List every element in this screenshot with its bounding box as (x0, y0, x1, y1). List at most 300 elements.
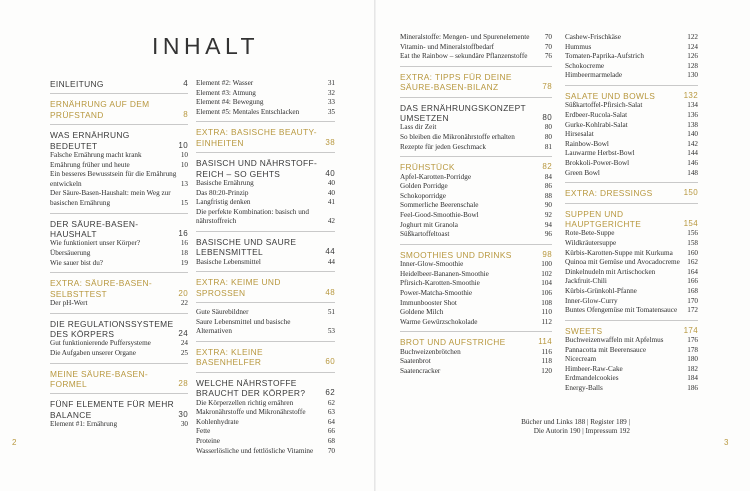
toc-section[interactable] (196, 277, 335, 298)
toc-entry[interactable] (400, 230, 552, 240)
toc-entry[interactable] (565, 101, 698, 111)
toc-label: BASISCHE UND SAURE LEBENSMITTEL (196, 236, 297, 258)
toc-entry[interactable] (400, 308, 552, 318)
toc-entry[interactable] (400, 123, 552, 133)
toc-section[interactable] (50, 278, 188, 299)
toc-entry[interactable] (50, 239, 188, 249)
toc-entry[interactable] (400, 260, 552, 270)
toc-entry[interactable] (400, 299, 552, 309)
toc-label: Ernährung früher und heute (50, 160, 130, 169)
toc-entry[interactable] (565, 111, 698, 121)
toc-section[interactable] (196, 378, 335, 399)
toc-entry[interactable] (196, 108, 335, 118)
toc-label-text: DRESSINGS (600, 188, 653, 199)
toc-page-number: 96 (544, 230, 552, 239)
toc-label: Pannacotta mit Beerensauce (565, 345, 647, 354)
toc-page-number: 118 (541, 357, 552, 366)
toc-label: Hummus (565, 42, 592, 51)
toc-page-number: 150 (683, 188, 698, 198)
toc-label-text: KLEINE BASENHELFER (196, 346, 263, 368)
section-divider (565, 203, 698, 204)
toc-page-number: 32 (327, 88, 335, 97)
toc-page-number: 10 (180, 160, 188, 169)
toc-label: DER SÄURE-BASEN-HAUSHALT (50, 218, 139, 239)
toc-label: Buchweizenwaffeln mit Apfelmus (565, 336, 664, 345)
toc-label: Übersäuerung (50, 249, 91, 257)
toc-entry[interactable] (400, 173, 552, 183)
toc-section[interactable] (565, 326, 698, 336)
toc-page-number: 53 (327, 327, 335, 336)
toc-label-prefix: EXTRA: (400, 71, 433, 82)
toc-entry[interactable] (50, 249, 188, 259)
toc-entry[interactable] (400, 133, 552, 143)
toc-label-prefix: EXTRA: (565, 188, 598, 199)
toc-entry[interactable] (50, 170, 188, 189)
toc-column-3 (400, 33, 552, 377)
toc-section[interactable] (50, 369, 188, 390)
toc-page-number: 41 (327, 198, 335, 207)
toc-label: Nicecream (565, 355, 597, 364)
toc-label: Der Säure-Basen-Haushalt: mein Weg zur basischen Ernährung (50, 189, 171, 207)
section-divider (565, 182, 698, 183)
toc-page-number: 126 (687, 52, 698, 61)
toc-entry[interactable] (565, 33, 698, 43)
toc-entry[interactable] (565, 277, 698, 287)
toc-entry[interactable] (565, 149, 698, 159)
toc-label: Mineralstoffe: Mengen- und Spurenelemente (400, 33, 530, 41)
toc-entry[interactable] (50, 189, 188, 208)
toc-entry[interactable] (565, 169, 698, 179)
toc-page-number: 94 (544, 220, 552, 229)
toc-page-number: 80 (544, 133, 552, 141)
toc-page-number: 24 (178, 329, 188, 338)
section-divider (400, 156, 552, 157)
section-divider (196, 231, 335, 232)
toc-entry[interactable] (196, 308, 335, 318)
toc-page-number: 128 (687, 61, 698, 70)
toc-page-number: 40 (327, 188, 335, 197)
toc-entry[interactable] (565, 336, 698, 346)
toc-page-number: 30 (180, 420, 188, 429)
toc-entry[interactable] (400, 270, 552, 280)
toc-page-number: 70 (327, 446, 335, 455)
toc-label-prefix: EXTRA: (196, 346, 229, 357)
toc-label: SMOOTHIES UND DRINKS (400, 249, 512, 260)
toc-label: Buchweizenbrötchen (400, 347, 461, 356)
toc-page-number: 144 (687, 149, 698, 158)
toc-page-number: 154 (683, 218, 698, 228)
toc-entry[interactable] (565, 43, 698, 53)
toc-page-number: 16 (180, 239, 188, 248)
toc-entry[interactable] (50, 161, 188, 171)
toc-page-number: 106 (541, 288, 552, 297)
toc-page-number: 120 (541, 366, 552, 375)
toc-page-number: 40 (327, 179, 335, 187)
toc-label: Gurke-Kohlrabi-Salat (565, 120, 628, 129)
section-divider (50, 213, 188, 214)
toc-entry[interactable] (196, 79, 335, 89)
toc-label: WAS ERNÄHRUNG BEDEUTET (50, 130, 130, 151)
toc-entry[interactable] (565, 374, 698, 384)
toc-section[interactable] (50, 79, 188, 89)
toc-page-number: 8 (183, 109, 188, 119)
toc-section[interactable] (400, 337, 552, 347)
toc-label: BASISCH UND NÄHRSTOFF-REICH – SO GEHTS (196, 158, 318, 179)
toc-label: Heidelbeer-Bananen-Smoothie (400, 269, 489, 278)
toc-section[interactable] (565, 91, 698, 101)
toc-page-number: 51 (327, 308, 335, 317)
toc-label: Der pH-Wert (50, 299, 88, 307)
toc-page-number: 42 (327, 217, 335, 226)
section-divider (50, 363, 188, 364)
toc-label: Wasserlösliche und fettlösliche Vitamine (196, 446, 314, 455)
toc-label: Erdbeer-Rucola-Salat (565, 110, 628, 119)
toc-page-number: 166 (687, 277, 698, 286)
toc-page-number: 98 (542, 249, 552, 259)
toc-label-text: KEIME UND SPROSSEN (196, 277, 281, 298)
section-divider (196, 341, 335, 342)
toc-entry[interactable] (50, 151, 188, 161)
toc-page-number: 10 (178, 140, 188, 150)
section-divider (196, 121, 335, 122)
toc-label: Rote-Bete-Suppe (565, 229, 615, 238)
toc-entry[interactable] (565, 355, 698, 365)
toc-page-number: 4 (183, 79, 188, 88)
toc-page-number: 136 (687, 110, 698, 119)
toc-entry[interactable] (565, 287, 698, 297)
toc-entry[interactable] (196, 447, 335, 457)
toc-page-number: 92 (544, 210, 552, 219)
toc-label (400, 72, 542, 93)
toc-label: SUPPEN UND HAUPTGERICHTE (565, 208, 642, 229)
toc-page-number: 86 (544, 182, 552, 191)
toc-section[interactable] (50, 399, 188, 420)
section-divider (565, 320, 698, 321)
toc-section[interactable] (196, 158, 335, 179)
toc-page-number: 15 (180, 199, 188, 207)
section-divider (196, 302, 335, 303)
toc-page-number: 138 (687, 120, 698, 129)
toc-entry[interactable] (400, 289, 552, 299)
toc-entry[interactable] (400, 182, 552, 192)
toc-page-number: 134 (687, 101, 698, 110)
toc-label: FÜNF ELEMENTE FÜR MEHR BALANCE (50, 399, 175, 420)
toc-label: Dinkelnudeln mit Artischocken (565, 267, 656, 276)
toc-label: DIE REGULATIONSSYSTEME DES KÖRPERS (50, 318, 174, 339)
toc-entry[interactable] (565, 365, 698, 375)
toc-entry[interactable] (565, 130, 698, 140)
toc-entry[interactable] (565, 140, 698, 150)
toc-entry[interactable] (196, 418, 335, 428)
toc-page-number: 142 (687, 139, 698, 148)
toc-page-number: 70 (544, 42, 552, 51)
toc-page-number: 30 (178, 409, 188, 419)
toc-label: Tomaten-Paprika-Aufstrich (565, 52, 644, 61)
toc-label: Buntes Ofengemüse mit Tomatensauce (565, 306, 678, 315)
toc-entry[interactable] (196, 318, 335, 337)
toc-page-number: 70 (544, 33, 552, 41)
toc-footer (470, 418, 630, 437)
toc-page-number: 16 (178, 229, 188, 238)
toc-entry[interactable] (565, 121, 698, 131)
toc-page-number: 82 (542, 162, 552, 172)
toc-entry[interactable] (565, 268, 698, 278)
toc-page-number: 13 (180, 179, 188, 188)
toc-section[interactable] (50, 99, 188, 120)
toc-entry[interactable] (565, 297, 698, 307)
toc-page-number: 10 (180, 151, 188, 160)
toc-label: Gut funktionierende Puffersysteme (50, 339, 151, 348)
toc-page-number: 178 (687, 345, 698, 354)
toc-page-number: 100 (541, 260, 552, 269)
toc-label: Himbeermarmelade (565, 71, 623, 80)
toc-label: Schokoporridge (400, 191, 446, 200)
toc-label: Element #2: Wasser (196, 79, 254, 87)
toc-page-number: 186 (687, 384, 698, 393)
section-divider (50, 313, 188, 314)
toc-page-number: 168 (687, 286, 698, 295)
toc-label (50, 278, 178, 299)
toc-entry[interactable] (196, 89, 335, 99)
toc-page-number: 31 (327, 79, 335, 87)
page-number-right: 3 (724, 438, 729, 447)
toc-label: Basische Lebensmittel (196, 257, 261, 266)
toc-page-number: 66 (327, 427, 335, 436)
toc-entry[interactable] (400, 52, 552, 62)
toc-entry[interactable] (400, 43, 552, 53)
page-number-left: 2 (12, 438, 17, 447)
toc-section[interactable] (196, 347, 335, 368)
toc-entry[interactable] (565, 159, 698, 169)
toc-entry[interactable] (400, 201, 552, 211)
toc-label: Saatenbrot (400, 357, 431, 366)
toc-page-number: 114 (538, 337, 552, 347)
toc-label: Eat the Rainbow – sekundäre Pflanzenstoffe (400, 52, 528, 61)
toc-page-number: 80 (544, 123, 552, 132)
toc-entry[interactable] (400, 367, 552, 377)
toc-label: Kürbis-Grünkohl-Pfanne (565, 286, 637, 295)
toc-page-number: 38 (325, 137, 335, 147)
toc-label: Fette (196, 427, 211, 436)
toc-page-number: 33 (327, 98, 335, 107)
section-divider (50, 93, 188, 94)
toc-section[interactable] (50, 130, 188, 151)
toc-entry[interactable] (565, 258, 698, 268)
toc-page-number: 160 (687, 248, 698, 257)
toc-page-number: 62 (325, 388, 335, 398)
toc-entry[interactable] (400, 143, 552, 153)
toc-label: FRÜHSTÜCK (400, 162, 455, 173)
toc-entry[interactable] (565, 229, 698, 239)
section-divider (400, 97, 552, 98)
toc-page-number: 20 (178, 288, 188, 298)
toc-page-number: 76 (544, 52, 552, 61)
toc-label: Kohlenhydrate (196, 417, 239, 426)
toc-column-2 (196, 79, 335, 456)
toc-page-number: 158 (687, 238, 698, 247)
toc-column-1 (50, 79, 188, 430)
toc-page-number: 64 (327, 417, 335, 426)
toc-page-number: 130 (687, 71, 698, 80)
section-divider (196, 152, 335, 153)
toc-page-number: 44 (327, 257, 335, 266)
toc-page-number: 28 (178, 379, 188, 388)
toc-entry[interactable] (400, 348, 552, 358)
toc-entry[interactable] (50, 339, 188, 349)
toc-entry[interactable] (196, 208, 335, 227)
toc-label: Süßkartoffel-Pfirsich-Salat (565, 101, 643, 110)
toc-label: Power-Matcha-Smoothie (400, 288, 473, 297)
toc-label: Element #5: Mentales Entschlacken (196, 107, 300, 116)
toc-section[interactable] (565, 188, 698, 198)
toc-page-number: 164 (687, 267, 698, 276)
toc-entry[interactable] (196, 179, 335, 189)
toc-page-number: 68 (327, 436, 335, 445)
toc-page-number: 170 (687, 296, 698, 305)
toc-label (196, 277, 325, 298)
toc-page-number: 108 (541, 298, 552, 307)
toc-label: Süßkartoffeltoast (400, 230, 450, 239)
toc-label: ERNÄHRUNG AUF DEM PRÜFSTAND (50, 99, 150, 120)
toc-label: Ein besseres Bewusstsein für die Ernährung entwickeln (50, 170, 177, 188)
toc-page-number: 180 (687, 355, 698, 364)
toc-page-number: 122 (687, 33, 698, 41)
toc-entry[interactable] (400, 192, 552, 202)
toc-label: Das 80:20-Prinzip (196, 188, 249, 197)
toc-page-number: 182 (687, 364, 698, 373)
toc-label: Inner-Glow-Smoothie (400, 260, 464, 269)
section-divider (400, 66, 552, 67)
toc-label: Element #1: Ernährung (50, 420, 118, 429)
toc-entry[interactable] (565, 346, 698, 356)
toc-section[interactable] (400, 103, 552, 124)
toc-section[interactable] (196, 127, 335, 148)
toc-label: Rainbow-Bowl (565, 139, 609, 148)
toc-label (565, 188, 684, 198)
toc-page-number: 148 (687, 168, 698, 177)
toc-page-number: 78 (542, 82, 552, 92)
toc-label: Makronährstoffe und Mikronährstoffe (196, 408, 306, 417)
toc-page-number: 24 (180, 339, 188, 348)
toc-entry[interactable] (196, 98, 335, 108)
toc-page-number: 81 (544, 142, 552, 151)
toc-page-number: 146 (687, 158, 698, 167)
toc-entry[interactable] (50, 299, 188, 309)
toc-label: Warme Gewürzschokolade (400, 317, 478, 326)
toc-entry[interactable] (50, 420, 188, 430)
toc-label: Langfristig denken (196, 198, 251, 207)
toc-label: Brokkoli-Power-Bowl (565, 158, 630, 167)
toc-entry[interactable] (400, 211, 552, 221)
toc-entry[interactable] (565, 384, 698, 394)
toc-label-text: SÄURE-BASEN-SELBSTTEST (50, 278, 153, 299)
toc-entry[interactable] (196, 189, 335, 199)
toc-label: Proteine (196, 436, 220, 445)
toc-page-number: 84 (544, 172, 552, 181)
toc-label: Wie funktioniert unser Körper? (50, 239, 141, 248)
toc-label: SALATE UND BOWLS (565, 90, 656, 101)
toc-label: Lass dir Zeit (400, 123, 437, 132)
toc-entry[interactable] (196, 437, 335, 447)
toc-section[interactable] (50, 219, 188, 240)
toc-entry[interactable] (400, 357, 552, 367)
toc-label: Himbeer-Raw-Cake (565, 364, 623, 373)
toc-entry[interactable] (565, 306, 698, 316)
toc-label: Green Bowl (565, 168, 600, 177)
section-divider (400, 331, 552, 332)
toc-entry[interactable] (196, 408, 335, 418)
toc-entry[interactable] (196, 198, 335, 208)
toc-entry[interactable] (400, 279, 552, 289)
toc-label: Pfirsich-Karotten-Smoothie (400, 279, 480, 288)
toc-section[interactable] (400, 72, 552, 93)
toc-entry[interactable] (196, 258, 335, 268)
toc-label: Lauwarme Herbst-Bowl (565, 149, 635, 158)
toc-label (196, 127, 325, 148)
toc-page-number: 63 (327, 408, 335, 417)
toc-label: Basische Ernährung (196, 179, 254, 187)
toc-entry[interactable] (565, 239, 698, 249)
toc-entry[interactable] (565, 249, 698, 259)
toc-label: Apfel-Karotten-Porridge (400, 172, 472, 181)
toc-page-number: 140 (687, 130, 698, 139)
toc-page-number: 172 (687, 306, 698, 315)
section-divider (196, 372, 335, 373)
toc-label-text: BASISCHE BEAUTY-EINHEITEN (196, 127, 317, 148)
toc-page-number: 112 (541, 317, 552, 326)
toc-label: Joghurt mit Granola (400, 220, 458, 229)
toc-entry[interactable] (196, 399, 335, 409)
toc-entry[interactable] (400, 33, 552, 43)
toc-page-number: 116 (541, 347, 552, 356)
toc-label-prefix: EXTRA: (196, 127, 229, 138)
section-divider (196, 271, 335, 272)
toc-page-number: 22 (180, 299, 188, 307)
toc-label (196, 347, 325, 368)
toc-label: Sommerliche Beerenschale (400, 201, 479, 210)
toc-label: EINLEITUNG (50, 79, 104, 89)
toc-label: Quinoa mit Gemüse und Avocadocreme (565, 258, 680, 267)
toc-entry[interactable] (196, 427, 335, 437)
toc-label: Hirsesalat (565, 130, 594, 139)
toc-section[interactable] (400, 250, 552, 260)
toc-label-text: TIPPS FÜR DEINE SÄURE-BASEN-BILANZ (400, 71, 512, 93)
toc-label: Falsche Ernährung macht krank (50, 151, 142, 160)
toc-label: Immunbooster Shot (400, 298, 457, 307)
toc-label: Energy-Balls (565, 384, 603, 393)
toc-entry[interactable] (50, 349, 188, 359)
toc-entry[interactable] (400, 318, 552, 328)
toc-page-number: 48 (325, 287, 335, 297)
toc-section[interactable] (565, 209, 698, 230)
toc-page-number: 162 (687, 258, 698, 267)
toc-label: DAS ERNÄHRUNGSKONZEPT UMSETZEN (400, 102, 526, 123)
toc-entry[interactable] (400, 221, 552, 231)
section-divider (565, 85, 698, 86)
toc-entry[interactable] (565, 52, 698, 62)
toc-page-number: 35 (327, 107, 335, 116)
toc-entry[interactable] (565, 62, 698, 72)
toc-entry[interactable] (565, 71, 698, 81)
toc-section[interactable] (400, 162, 552, 172)
toc-page-number: 62 (327, 398, 335, 407)
toc-section[interactable] (196, 237, 335, 258)
toc-section[interactable] (50, 319, 188, 340)
toc-label: BROT UND AUFSTRICHE (400, 337, 506, 348)
toc-entry[interactable] (50, 259, 188, 269)
toc-page-number: 60 (325, 357, 335, 367)
toc-label: Saatencracker (400, 366, 441, 375)
